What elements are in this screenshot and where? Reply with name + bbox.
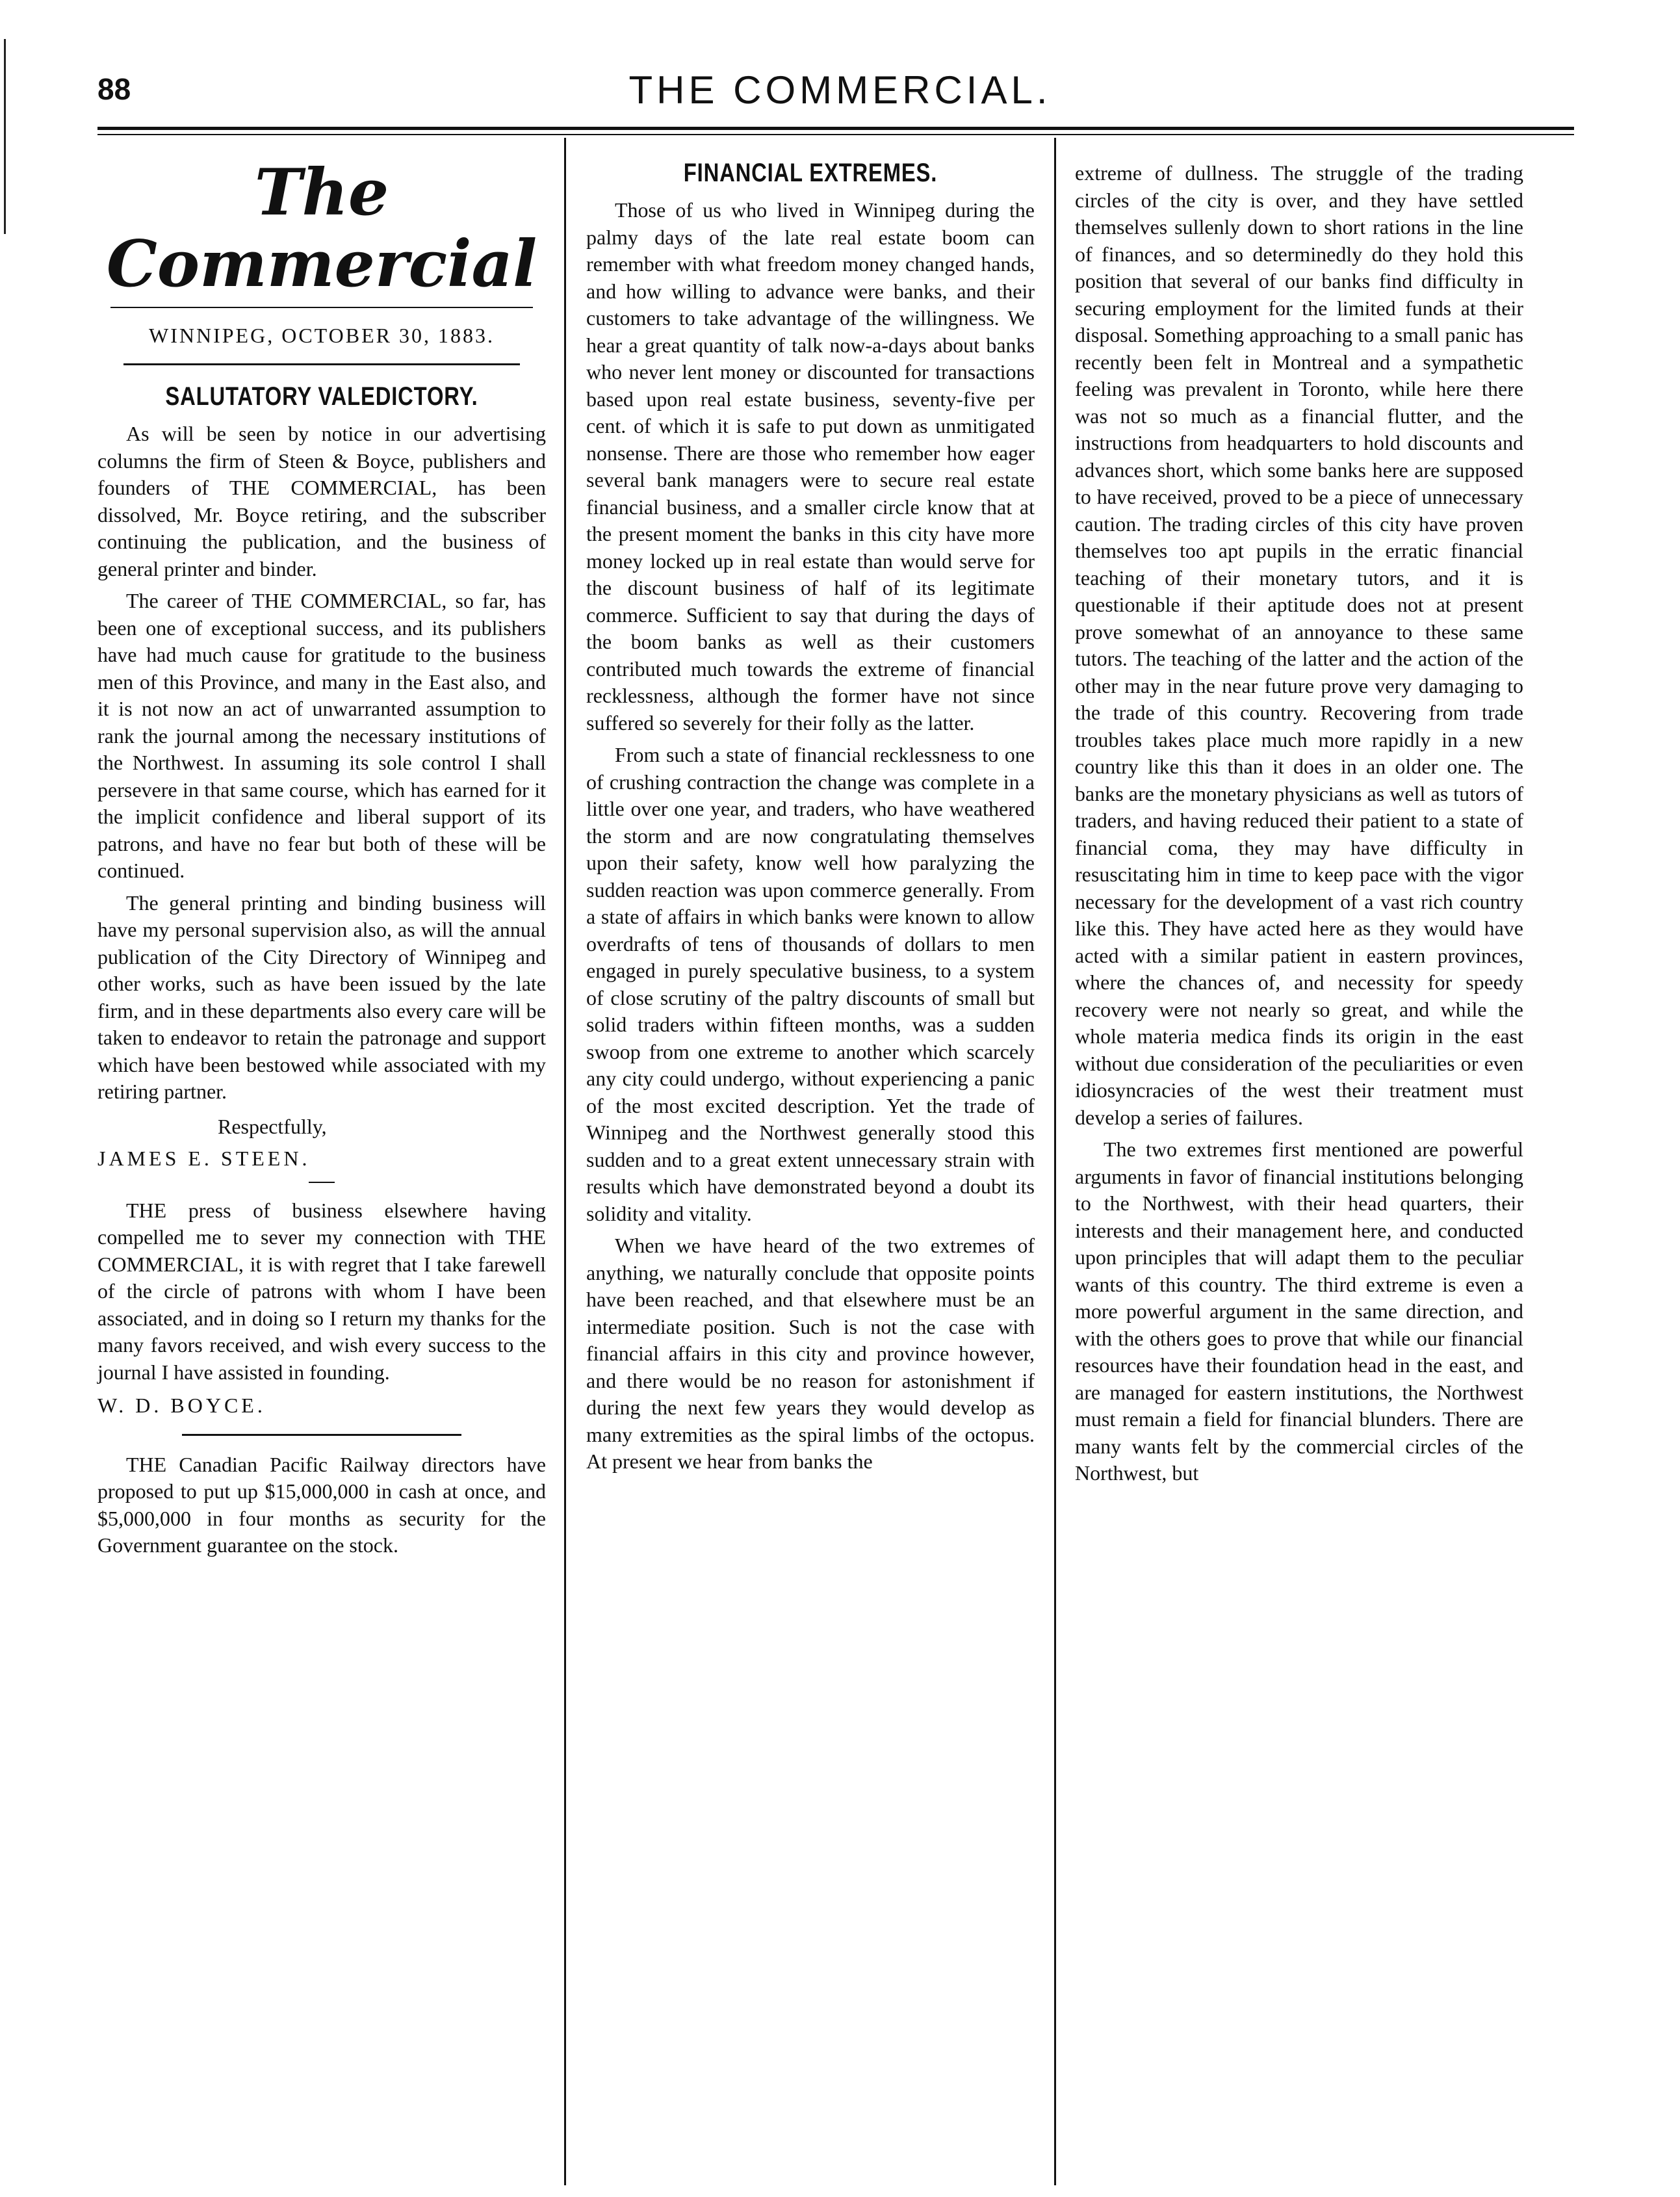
financial-paragraph: When we have heard of the two extremes of anything, we naturally conclude that opposite points have been reached, and that elsewhere must be an intermediate position. Such is not the case with financial affairs in this city and province however, and there would be no reason for astonishment if during the next few years they would develop as many extremities as the spiral limbs of the octopus. At present we hear from banks the [586,1234,1035,1473]
respectfully-line: Respectfully, [218,1114,327,1138]
column-left [97,153,546,1559]
column-middle [586,153,1035,1476]
running-head: THE COMMERCIAL. [628,68,1052,112]
header-rule-thick [97,127,1574,130]
masthead-rule [110,307,533,308]
salutatory-headline: SALUTATORY VALEDICTORY. [165,382,478,411]
dateline: WINNIPEG, OCTOBER 30, 1883. [149,324,495,347]
railway-paragraph: THE Canadian Pacific Railway directors have proposed to put up $15,000,000 in cash at once, and $5,000,000 in four months as security for the Government guarantee on the stock. [97,1452,546,1557]
farewell-paragraph: THE press of business elsewhere having compelled me to sever my connection with THE COMMERCIAL, it is with regret that I take farewell of the circle of patrons with whom I have been associated, and in doing so I return my thanks for the many favors received, and wish every success to the journal I have assisted in founding. [97,1198,546,1384]
salutatory-paragraph: The career of THE COMMERCIAL, so far, has been one of exceptional success, and its publishers have had much cause for gratitude to the business men of this Province, and many in the East also, and it is not now an act of unwarranted assumption to rank the journal among the necessary institutions of the Northwest. In assuming its sole control I shall persevere in that same course, which has earned for it the implicit confidence and liberal support of its patrons, and have no fear but both of these will be continued. [97,589,546,882]
salutatory-paragraph: The general printing and binding business will have my personal supervision also, as will the annual publication of the City Directory of Winnipeg and other works, such as have been issued by the late firm, and in these departments also every care will be taken to endeavor to retain the patronage and support which have been bestowed while associated with my retiring partner. [97,890,546,1103]
financial-paragraph: From such a state of financial recklessness to one of crushing contraction the change was complete in a little over one year, and traders, who have weathered the storm and are now congratulating themselves upon their safety, know well how paralyzing the sudden reaction was upon commerce generally. From a state of affairs in which banks were known to allow overdrafts of tens of thousands of dollars to men engaged in purely speculative business, to a system of close scrutiny of the paltry discounts of small but solid traders within fifteen months, was a sudden swoop from one extreme to another which scarcely any city could undergo, without experiencing a panic of the most excited description. Yet the trade of Winnipeg and the Northwest generally stood this sudden and to a great extent unnecessary strain with results which have demonstrated beyond a doubt its solidity and vitality. [586,743,1035,1225]
boyce-signature: W. D. BOYCE. [97,1394,266,1417]
financial-headline: FINANCIAL EXTREMES. [683,159,938,187]
financial-continued-paragraph: extreme of dullness. The struggle of the trading circles of the city is over, and they have settled themselves sullenly down to short rations in the line of finances, and so determinedly do they hold this position that several of our banks find difficulty in securing employment for the limited funds at their disposal. Something approaching to a small panic has recently been felt in Montreal and a sympathetic feeling was prevalent in Toronto, while here there was not so much as a financial flutter, and the instructions from headquarters to hold discounts and advances short, which some banks here are supposed to have received, proved to be a piece of unnecessary caution. The trading circles of this city have proven themselves too apt pupils in the erratic financial teaching of their monetary tutors, and it is questionable if their aptitude does not at present prove somewhat of an annoyance to these same tutors. The teaching of the latter and the action of the other may in the near future prove very damaging to the trade of this country. Recovering from trade troubles takes place much more rapidly in a new country like this than it does in an older one. The banks are the monetary physicians as well as tutors of traders, and having reduced their patient to a state of financial coma, they may have difficulty in resuscitating him in time to keep pace with the vigor necessary for the development of a vast rich country like this. They have acted here as they would have acted with a similar patient in eastern provinces, where the chances of, and necessity for speedy recovery were not nearly so great, and while the whole materia medica finds its origin in the east without due consideration of the peculiarities or even idiosyncracies of the west their treatment must develop a series of failures. [1075,161,1523,1129]
financial-continued-paragraph: The two extremes first mentioned are powerful arguments in favor of financial institutions belonging to the Northwest, with their head quarters, their interests and their management here, and conducted upon principles that will adapt them to the peculiar wants of this country. The third extreme is even a more powerful argument in the same direction, and with the others goes to prove that while our financial resources have their foundation head in the east, and are managed for eastern institutions, the Northwest must remain a field for financial blunders. There are many wants felt by the commercial circles of the Northwest, but [1075,1138,1523,1485]
financial-paragraph: Those of us who lived in Winnipeg during the palmy days of the late real estate boom can remember with what freedom money changed hands, and how willing to advance were banks, and their customers to take advantage of the willingness. We hear a great quantity of talk now-a-days about banks who never lent money or discounted for transactions based upon real estate business, seventy-five per cent. of which it is safe to put down as unmitigated nonsense. There are those who remember how eager several bank managers were to secure real estate financial business, and a smaller circle know that at the present moment the banks in this city have more money locked up in real estate than would serve for the discount business of half of its legitimate commerce. Sufficient to say that during the days of the boom banks as well as their customers contributed much towards the extreme of financial recklessness, although the former have not since suffered so severely for their folly as the latter. [586,198,1035,734]
column-divider-2 [1054,138,1056,2185]
steen-signature: JAMES E. STEEN. [97,1147,311,1170]
page-number: 88 [97,72,131,106]
section-divider [309,1182,335,1183]
column-divider-1 [564,138,566,2185]
header-rule-thin [97,134,1574,135]
dateline-rule [123,363,520,365]
column-right [1075,160,1523,1487]
masthead-title: The Commercial [106,155,537,302]
section-rule [182,1434,461,1436]
salutatory-paragraph: As will be seen by notice in our advertising columns the firm of Steen & Boyce, publishers and founders of THE COMMERCIAL, has been dissolved, Mr. Boyce retiring, and the subscriber continuing the publication, and the business of general printer and binder. [97,422,546,580]
